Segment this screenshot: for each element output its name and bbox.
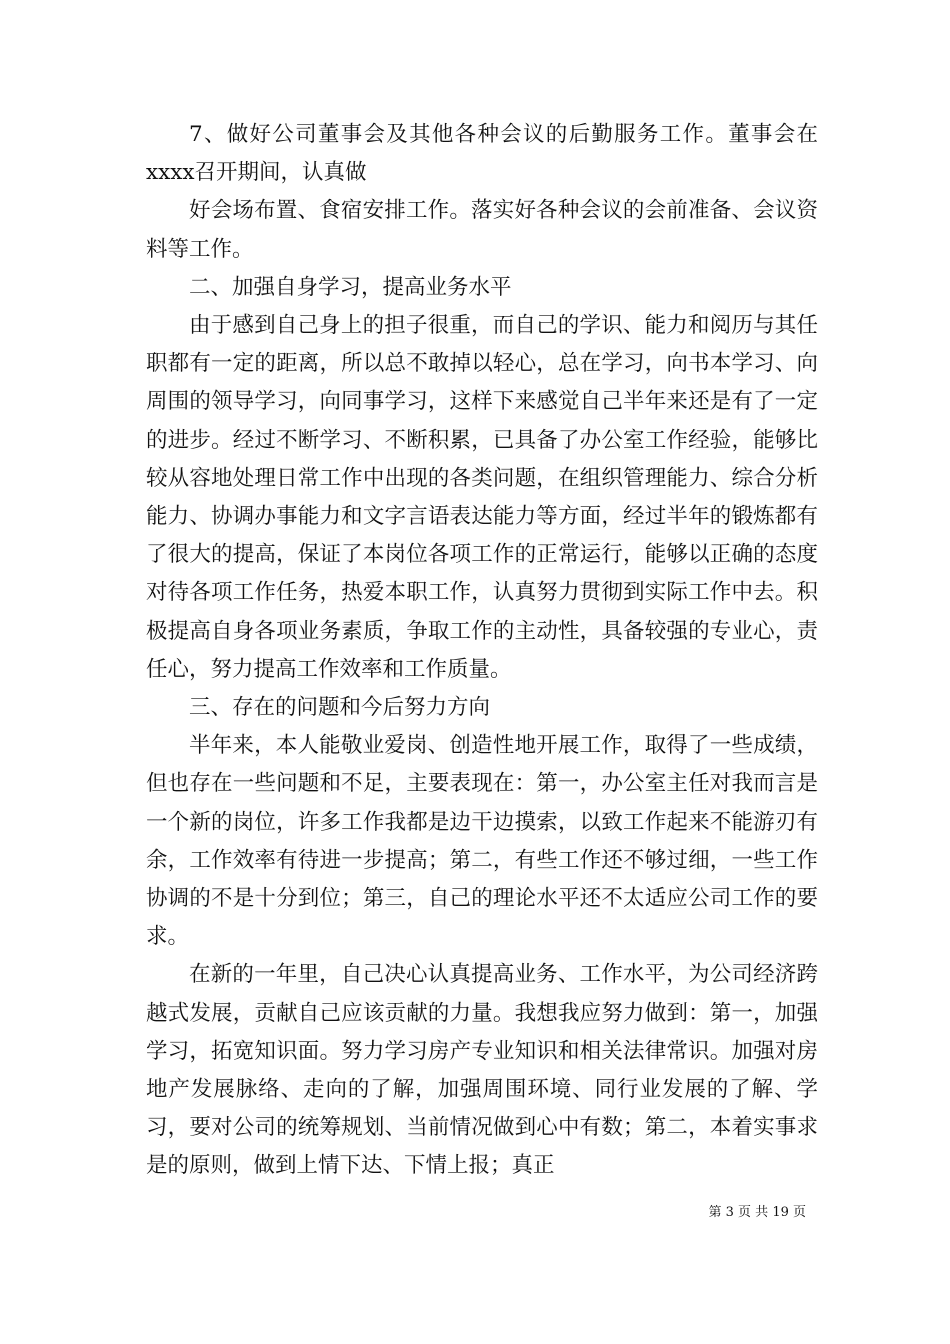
paragraph-study: 由于感到自己身上的担子很重，而自己的学识、能力和阅历与其任职都有一定的距离，所以总不敢掉以轻心，总在学习，向书本学习、向周围的领导学习，向同事学习，这样下来感觉自己半年来还是有了一定的进步。经过不断学习、不断积累，已具备了办公室工作经验，能够比较从容地处理日常工作中出现的各类问题，在组织管理能力、综合分析能力、协调办事能力和文字言语表达能力等方面，经过半年的锻炼都有了很大的提高，保证了本岗位各项工作的正常运行，能够以正确的态度对待各项工作任务，热爱本职工作，认真努力贯彻到实际工作中去。积极提高自身各项业务素质，争取工作的主动性，具备较强的专业心，责任心，努力提高工作效率和工作质量。 [146,313,818,682]
page-number-footer: 第 3 页 共 19 页 [708,1205,806,1220]
paragraph-item-7-continued: 好会场布置、食宿安排工作。落实好各种会议的会前准备、会议资料等工作。 [146,198,818,262]
paragraph-plans: 在新的一年里，自己决心认真提高业务、工作水平，为公司经济跨越式发展，贡献自己应该贡献的力量。我想我应努力做到：第一，加强学习，拓宽知识面。努力学习房产专业知识和相关法律常识。加强对房地产发展脉络、走向的了解，加强周围环境、同行业发展的了解、学习，要对公司的统筹规划、当前情况做到心中有数；第二，本着实事求是的原则，做到上情下达、下情上报；真正 [146,962,818,1179]
section-heading-3: 三、存在的问题和今后努力方向 [189,695,491,721]
section-heading-2: 二、加强自身学习，提高业务水平 [189,274,512,300]
paragraph-problems: 半年来，本人能敬业爱岗、创造性地开展工作，取得了一些成绩，但也存在一些问题和不足，主要表现在：第一，办公室主任对我而言是一个新的岗位，许多工作我都是边干边摸索，以致工作起来不能游刃有余，工作效率有待进一步提高；第二，有些工作还不够过细，一些工作协调的不是十分到位；第三，自己的理论水平还不太适应公司工作的要求。 [146,733,818,950]
paragraph-item-7: 7、做好公司董事会及其他各种会议的后勤服务工作。董事会在xxxx召开期间，认真做 [146,122,818,186]
document-body [146,116,818,1186]
